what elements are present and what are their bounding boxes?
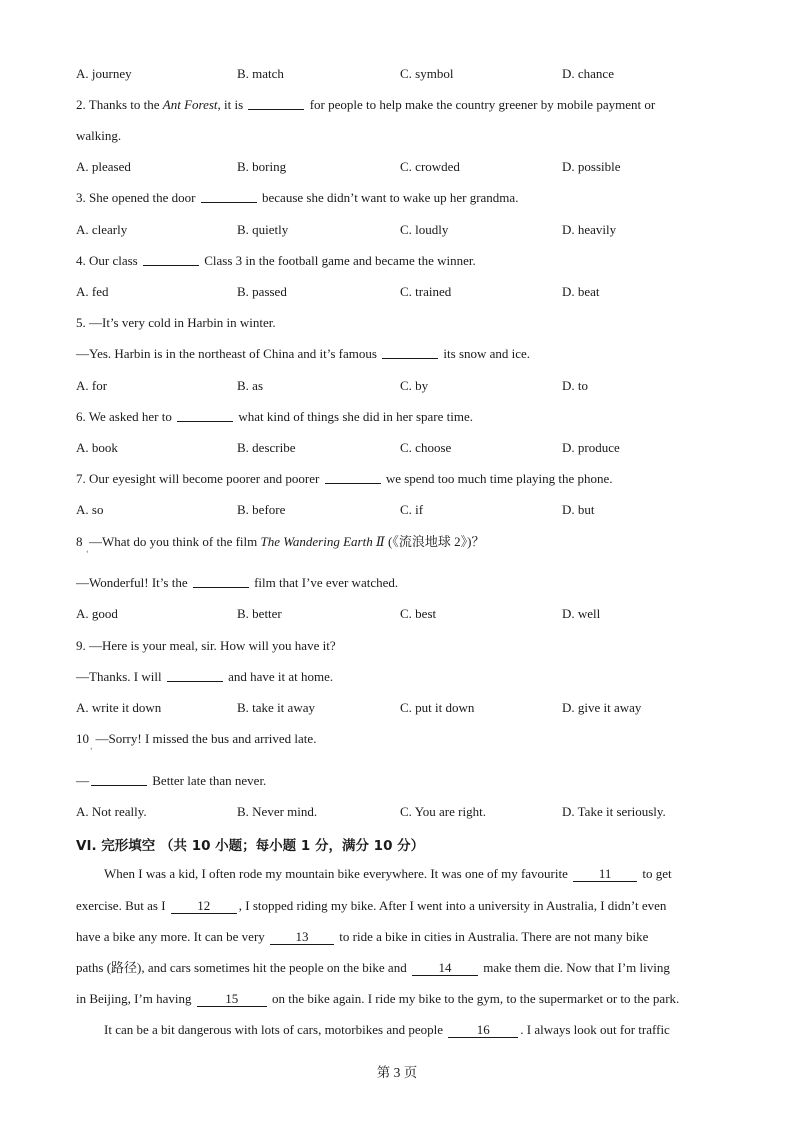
question-3 <box>76 190 518 206</box>
question-text: —Wonderful! It’s the <box>76 575 188 590</box>
q1-options <box>76 66 736 82</box>
passage-text: exercise. But as I <box>76 898 166 913</box>
option-c: C. if <box>400 502 424 517</box>
passage-text: have a bike any more. It can be very <box>76 929 265 944</box>
q2-options <box>76 159 736 175</box>
question-number: 8 <box>76 534 83 549</box>
blank-13: 13 <box>270 930 334 945</box>
question-8-reply <box>76 575 398 591</box>
option-b: B. boring <box>237 159 287 174</box>
question-text: —Yes. Harbin is in the northeast of China and it’s famous <box>76 346 377 361</box>
tick-mark: ʻ <box>90 746 93 755</box>
question-10-reply <box>76 773 266 789</box>
option-c: C. symbol <box>400 66 454 81</box>
passage-text: paths (路径), and cars sometimes hit the people on the bike and <box>76 960 407 975</box>
question-text: —Sorry! I missed the bus and arrived late. <box>95 731 317 746</box>
question-text: because she didn’t want to wake up her grandma. <box>262 190 519 205</box>
passage-text: on the bike again. I ride my bike to the gym, to the supermarket or to the park. <box>272 991 680 1006</box>
question-6 <box>76 409 473 425</box>
option-b: B. describe <box>237 440 296 455</box>
option-a: A. good <box>76 606 118 621</box>
answer-blank <box>177 409 233 422</box>
passage-text: in Beijing, I’m having <box>76 991 192 1006</box>
blank-15: 15 <box>197 992 267 1007</box>
answer-blank <box>167 669 223 682</box>
option-c: C. best <box>400 606 437 621</box>
q7-options <box>76 502 736 518</box>
question-number: 10 <box>76 731 89 746</box>
question-2-cont: walking. <box>76 128 122 143</box>
question-text: —What do you think of the film <box>89 534 261 549</box>
option-d: D. but <box>562 502 595 517</box>
italic-title: Ant Forest <box>162 97 218 112</box>
option-c: C. put it down <box>400 700 475 715</box>
passage-text: to get <box>642 866 672 881</box>
blank-12: 12 <box>171 899 237 914</box>
option-b: B. Never mind. <box>237 804 318 819</box>
answer-blank <box>248 97 304 110</box>
question-text: (《流浪地球 2》)？ <box>384 534 485 549</box>
option-d: D. give it away <box>562 700 642 715</box>
passage-text: . I always look out for traffic <box>520 1022 670 1037</box>
question-text: — <box>76 773 89 788</box>
option-c: C. choose <box>400 440 452 455</box>
question-5: 5. —It’s very cold in Harbin in winter. <box>76 315 276 330</box>
question-text: 4. Our class <box>76 253 138 268</box>
blank-11: 11 <box>573 867 637 882</box>
passage-line-2 <box>76 898 716 914</box>
question-10 <box>76 731 316 747</box>
question-text: 2. Thanks to the <box>76 97 163 112</box>
q5-options <box>76 378 736 394</box>
answer-blank <box>325 471 381 484</box>
answer-blank <box>91 773 147 786</box>
option-b: B. before <box>237 502 286 517</box>
option-d: D. produce <box>562 440 620 455</box>
question-text: 3. She opened the door <box>76 190 196 205</box>
option-c: C. trained <box>400 284 452 299</box>
passage-text: to ride a bike in cities in Australia. There are not many bike <box>339 929 649 944</box>
question-text: we spend too much time playing the phone. <box>385 471 613 486</box>
option-b: B. as <box>237 378 263 393</box>
option-c: C. You are right. <box>400 804 486 819</box>
q10-options <box>76 804 736 820</box>
option-a: A. fed <box>76 284 109 299</box>
option-d: D. heavily <box>562 222 617 237</box>
answer-blank <box>143 253 199 266</box>
answer-blank <box>201 190 257 203</box>
passage-line-4 <box>76 960 716 976</box>
question-text: 6. We asked her to <box>76 409 172 424</box>
option-a: A. journey <box>76 66 132 81</box>
option-b: B. passed <box>237 284 287 299</box>
question-text: , it is <box>217 97 244 112</box>
option-d: D. to <box>562 378 588 393</box>
q3-options <box>76 222 736 238</box>
italic-title: The Wandering Earth Ⅱ <box>260 534 385 549</box>
option-a: A. for <box>76 378 108 393</box>
passage-text: It can be a bit dangerous with lots of cars, motorbikes and people <box>104 1022 443 1037</box>
option-d: D. possible <box>562 159 621 174</box>
question-text: and have it at home. <box>228 669 334 684</box>
option-c: C. crowded <box>400 159 460 174</box>
passage-line-5 <box>76 991 716 1007</box>
passage-line-3 <box>76 929 716 945</box>
q4-options <box>76 284 736 300</box>
option-d: D. chance <box>562 66 614 81</box>
blank-16: 16 <box>448 1023 518 1038</box>
question-text: Class 3 in the football game and became the winner. <box>204 253 476 268</box>
question-text: its snow and ice. <box>443 346 531 361</box>
question-text: film that I’ve ever watched. <box>254 575 399 590</box>
passage-line-6 <box>104 1022 744 1038</box>
question-text: for people to help make the country greener by mobile payment or <box>309 97 656 112</box>
question-text: Better late than never. <box>152 773 267 788</box>
question-5-reply <box>76 346 530 362</box>
option-b: B. match <box>237 66 284 81</box>
option-d: D. Take it seriously. <box>562 804 666 819</box>
question-text: 7. Our eyesight will become poorer and poorer <box>76 471 320 486</box>
question-8 <box>76 534 484 550</box>
option-a: A. clearly <box>76 222 128 237</box>
question-9-reply <box>76 669 333 685</box>
option-a: A. write it down <box>76 700 162 715</box>
section-title: VI. 完形填空 （共 10 小题；每小题 1 分，满分 10 分） <box>76 838 425 854</box>
option-b: B. take it away <box>237 700 315 715</box>
answer-blank <box>193 575 249 588</box>
tick-mark: ʻ <box>86 549 89 558</box>
q8-options <box>76 606 736 622</box>
question-text: what kind of things she did in her spare time. <box>238 409 474 424</box>
passage-text: , I stopped riding my bike. After I went into a university in Australia, I didn’t even <box>238 898 667 913</box>
option-a: A. Not really. <box>76 804 147 819</box>
passage-text: When I was a kid, I often rode my mountain bike everywhere. It was one of my favourite <box>104 866 568 881</box>
question-7 <box>76 471 613 487</box>
option-a: A. pleased <box>76 159 131 174</box>
option-a: A. book <box>76 440 118 455</box>
option-c: C. by <box>400 378 429 393</box>
option-a: A. so <box>76 502 104 517</box>
passage-line-1 <box>104 866 744 882</box>
question-4 <box>76 253 476 269</box>
question-2 <box>76 97 655 113</box>
option-d: D. well <box>562 606 601 621</box>
option-d: D. beat <box>562 284 600 299</box>
page-number: 第 3 页 <box>376 1065 418 1080</box>
question-9: 9. —Here is your meal, sir. How will you have it? <box>76 638 336 653</box>
q9-options <box>76 700 736 716</box>
option-b: B. quietly <box>237 222 289 237</box>
option-b: B. better <box>237 606 282 621</box>
blank-14: 14 <box>412 961 478 976</box>
option-c: C. loudly <box>400 222 449 237</box>
passage-text: make them die. Now that I’m living <box>483 960 670 975</box>
question-text: —Thanks. I will <box>76 669 162 684</box>
q6-options <box>76 440 736 456</box>
answer-blank <box>382 346 438 359</box>
